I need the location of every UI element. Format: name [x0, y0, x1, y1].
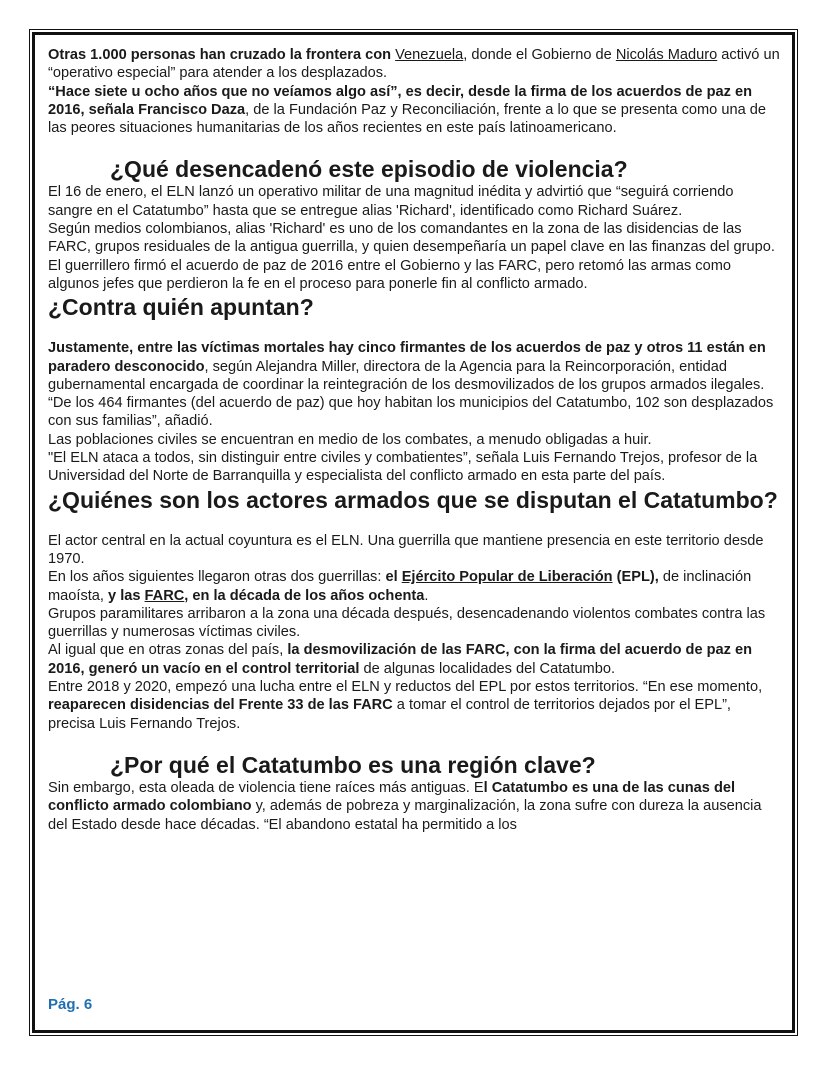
paragraph: Las poblaciones civiles se encuentran en medio de los combates, a menudo obligadas a huir.	[48, 431, 652, 448]
epl-link[interactable]: Ejército Popular de Liberación	[401, 569, 613, 586]
article-body	[48, 46, 780, 834]
paragraph: “Hace siete u ocho años que no veíamos algo así”, es decir, desde la firma de los acuerdos de paz en 2016, señala Francisco Daza, de la Fundación Paz y Reconciliación, frente a lo que se presenta como una de las peores situaciones humanitarias de los años recientes en este país latinoamericano.	[48, 83, 766, 137]
paragraph: Justamente, entre las víctimas mortales hay cinco firmantes de los acuerdos de paz y otros 11 están en paradero desconocido, según Alejandra Miller, directora de la Agencia para la Reincorporación, entidad gubernamental encargada de coordinar la reintegración de los desmovilizados de los grupos armados ilegales.	[48, 340, 766, 393]
maduro-link[interactable]: Nicolás Maduro	[615, 47, 718, 63]
farc-link[interactable]: FARC	[144, 587, 185, 604]
paragraph: Según medios colombianos, alias 'Richard' es uno de los comandantes en la zona de las disidencias de las FARC, grupos residuales de la antigua guerrilla, y quien desempeñaría un papel clave en las finanzas del grupo. El guerrillero firmó el acuerdo de paz de 2016 entre el Gobierno y las FARC, pero retomó las armas como algunos jefes que perdieron la fe en el proceso para ponerle fin al conflicto armado.	[48, 221, 775, 292]
section-heading: ¿Quiénes son los actores armados que se disputan el Catatumbo?	[48, 486, 778, 513]
paragraph: En los años siguientes llegaron otras dos guerrillas: el Ejército Popular de Liberación (EPL), de inclinación maoísta, y las FARC, en la década de los años ochenta.	[48, 569, 752, 604]
paragraph: Grupos paramilitares arribaron a la zona una década después, desencadenando violentos combates contra las guerrillas y numerosas víctimas civiles.	[48, 605, 766, 641]
bold-lead: Otras 1.000 personas han cruzado la frontera con	[48, 47, 396, 63]
paragraph: El 16 de enero, el ELN lanzó un operativo militar de una magnitud inédita y advirtió que “seguirá corriendo sangre en el Catatumbo” hasta que se entregue alias 'Richard', identificado como Richard Suárez.	[48, 184, 734, 219]
paragraph: Otras 1.000 personas han cruzado la frontera con Venezuela, donde el Gobierno de Nicolás Maduro activó un “operativo especial” para atender a los desplazados.	[48, 47, 780, 82]
venezuela-link[interactable]: Venezuela	[395, 47, 464, 63]
section-heading: ¿Contra quién apuntan?	[48, 294, 314, 321]
page-number: Pág. 6	[48, 996, 93, 1013]
paragraph: Al igual que en otras zonas del país, la desmovilización de las FARC, con la firma del acuerdo de paz en 2016, generó un vacío en el control territorial de algunas localidades del Catatumbo.	[48, 642, 753, 677]
paragraph: Sin embargo, esta oleada de violencia tiene raíces más antiguas. El Catatumbo es una de las cunas del conflicto armado colombiano y, además de pobreza y marginalización, la zona sufre con dureza la ausencia del Estado desde hace décadas. “El abandono estatal ha permitido a los	[48, 779, 762, 833]
paragraph: "El ELN ataca a todos, sin distinguir entre civiles y combatientes”, señala Luis Fernando Trejos, profesor de la Universidad del Norte de Barranquilla y especialista del conflicto armado en esta parte del país.	[48, 450, 758, 485]
section-heading: ¿Qué desencadenó este episodio de violencia?	[110, 156, 628, 183]
paragraph: “De los 464 firmantes (del acuerdo de paz) que hoy habitan los municipios del Catatumbo, 102 son desplazados con sus familias”, añadió.	[48, 395, 774, 430]
bold-quote: “Hace siete u ocho años que no veíamos algo así”, es decir, desde la firma de los acuerdos de paz en 2016, señala Francisco Daza	[48, 83, 752, 118]
paragraph: Entre 2018 y 2020, empezó una lucha entre el ELN y reductos del EPL por estos territorios. “En ese momento, reaparecen disidencias del Frente 33 de las FARC a tomar el control de territorios dejados por el EPL”, precisa Luis Fernando Trejos.	[48, 679, 763, 732]
section-heading: ¿Por qué el Catatumbo es una región clave?	[110, 751, 596, 778]
paragraph: El actor central en la actual coyuntura es el ELN. Una guerrilla que mantiene presencia en este territorio desde 1970.	[48, 532, 764, 567]
